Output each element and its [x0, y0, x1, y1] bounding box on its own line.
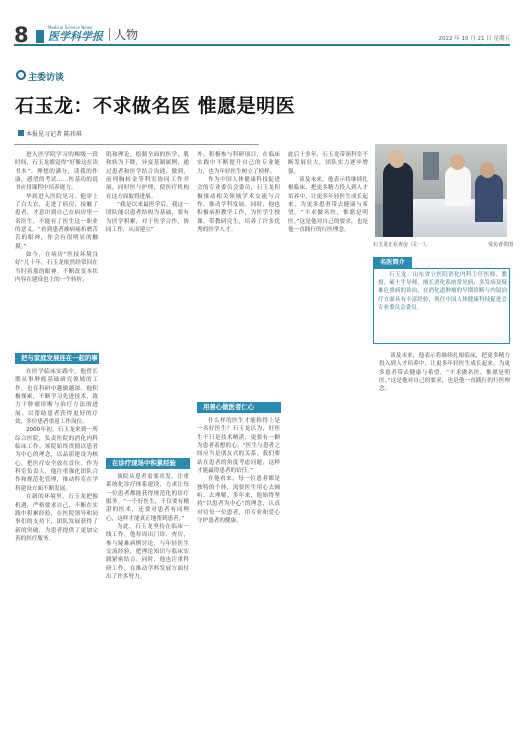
paragraph: 外，积极参与科研项目，在临床实践中不断提升自己的专业能力，也为年轻医生树立了榜样。 [197, 152, 280, 175]
article-column-5 [379, 352, 510, 720]
paragraph: 在他看来，每一位患者都是独特的个体，需要医生用心去倾听、去理解。多年来，他始终坚持“以患者为中心”的理念，认真对待每一位患者，用专业和爱心守护患者的健康。 [197, 476, 280, 525]
byline-marker [18, 130, 24, 136]
paragraph: 如今，在病房“医技环境良好”几十年，石玉龙依然经常回在当时着那的眼神。不断改变本状内容在建设也上的一个转折。 [15, 252, 98, 284]
profile-paragraph: 石玉龙：山东省立医院消化内科主任医师、教授、硕士生导师，擅长消化系统常见病、多发病及疑难危重病的诊治，在消化道肿瘤的早期诊断与内镜治疗方面具有丰富经验，现任中国人体健康科技促进会专业委员会委员。 [378, 272, 507, 311]
article-photo [375, 144, 507, 237]
paragraph: 作为中国人体健康科技促进会的专业委员会委员，石玉龙积极推动相关领域学术交流与合作，推动学科发展。同时，他也积极承担教学工作，为医学生授课，带教研究生，培养了许多优秀的医学人才。 [197, 177, 280, 234]
paragraph: 2000年初，石玉龙来到一所综合医院，负责医院的消化内科临床工作。该院始终贯彻以患者为中心的理念，以品质建设为核心，把医疗安全放在首位。作为科室负责人，他注重强化团队合作和规范化管理，推动科室在学科建设方面不断发展。 [15, 427, 98, 492]
byline: 本报见习记者 陈祎琪 [26, 131, 82, 138]
article-title: 石玉龙：不求做名医 惟愿是明医 [15, 95, 296, 117]
paragraph: 此后十多年，石玉龙带领科室不断发展壮大，团队实力逐步增强。 [288, 152, 368, 175]
article-column-4 [288, 151, 368, 720]
paragraph: 毕到进入医院见习，他穿上了白大衣，走进了病房，接触了患者，才意识到自己在病房里一名医生，不能有了医生这一职业的意义。“看到患者被病痛折磨苦苦的眼神，你会有很明显的触摸。” [15, 193, 98, 250]
paragraph: 肌和理论，绘制全面的医学，肌和转为下降，异变基制属例，通过患者和医学结合沟通，做到，前列胸转金等科室协同工作开展，同时医与护理，使医疗机构在这方面取得进展。 [106, 152, 189, 200]
subheading: 用善心做医者仁心 [197, 402, 281, 413]
title-rule [14, 144, 259, 145]
page-header [14, 24, 510, 46]
section-divider [109, 28, 110, 41]
photo-caption-row [373, 241, 513, 248]
paragraph: 该院从患者需要出发，注重系统化诊疗体系建设，力求让每一位患者都能获得规范化的诊疗服务。“一个好医生，不仅要有精湛的医术，还要对患者有同理心，这样才能真正地帮到患者。” [106, 474, 189, 522]
paragraph: 在医学临床实践中，他曾长期从事肿瘤基础研究领域的工作，也在科研中越做越深。他积极探索，不断学习先进技术，致力于肿瘤诊断与治疗方法的进展，以帮助患者获得更好的疗效，多位患者重返工作岗位。 [15, 369, 98, 426]
paragraph: 谈及未来，他表示将继续扎根临床，把更多精力投入到人才培养中，让更多年轻医生成长起来，为更多患者带去健康与希望。“不求做名医，惟愿是明医。”这是他对自己的要求，也是他一直践行的行医理念。 [288, 177, 368, 234]
paragraph: 谈及未来，他表示将继续扎根临床，把更多精力投入到人才培养中，让更多年轻医生成长起来，为更多患者带去健康与希望。“不求做名医，惟愿是明医。”这是他对自己的要求，也是他一直践行的行医理念。 [379, 353, 510, 393]
newspaper-masthead [48, 25, 104, 43]
paragraph: 什么样的医生才能称得上是一名好医生？石玉龙认为，好医生不只是技术精湛，更要有一颗为患者着想的心。“医生与患者之间应当是朋友式的关系，我们要站在患者的角度考虑问题，这样才能赢得患者的信任。” [197, 418, 280, 475]
article-column-2 [106, 151, 189, 454]
article-column-3-lower [197, 417, 280, 720]
article-column-2-lower [106, 473, 189, 720]
article-column-3 [197, 151, 280, 398]
profile-text [378, 271, 507, 341]
paragraph: 在新的环境里，石玉龙把握机遇，严格要求自己，不断在实践中积累经验，在医院领导和同事们的支持下，团队发展获得了新的突破，为患者提供了更加完善的医疗服务。 [15, 494, 98, 542]
article-column-1-lower [15, 368, 98, 720]
column-tag: 主委访谈 [28, 73, 65, 83]
paragraph: 为此，石玉龙坚持在临床一线工作，他每周出门诊、查房，参与疑难病例讨论，与年轻医生交流经验，把理论知识与临床实践紧密结合。同时，他也注重科研工作，在推动学科发展方面付出了许多努力。 [106, 524, 189, 581]
header-accent-bar [36, 30, 44, 43]
subheading: 把与家庭发展连在一起的事业 [15, 353, 99, 364]
paragraph: “我是以来最医学后，我这一团队能以患者结构为基础，要有为医学积累，对于医学合作，协同工作，从而建立” [106, 202, 189, 234]
photo-caption: 石玉龙正在查房（左一）。 [373, 242, 431, 248]
masthead-english: Medical Science News [48, 25, 93, 30]
photo-credit: 受访者供图 [487, 242, 513, 248]
masthead-chinese: 医学科学报 [48, 30, 103, 43]
profile-tag: 名医简介 [373, 257, 412, 268]
paragraph: 进入医学院学习的梯级一段时间，石玉龙都觉得“好像这在读书本”。理想的满分，读我的作康，感望的考试……医基功的说书应用课程中培养能力。 [15, 152, 98, 192]
page-number: 8 [14, 23, 29, 47]
issue-date: 2022 年 10 月 21 日 星期五 [438, 36, 510, 42]
column-tag-icon [16, 70, 26, 80]
section-name: 人物 [114, 28, 139, 42]
article-column-1 [15, 151, 98, 355]
subheading: 在诊疗现场中积累经验 [106, 458, 190, 469]
